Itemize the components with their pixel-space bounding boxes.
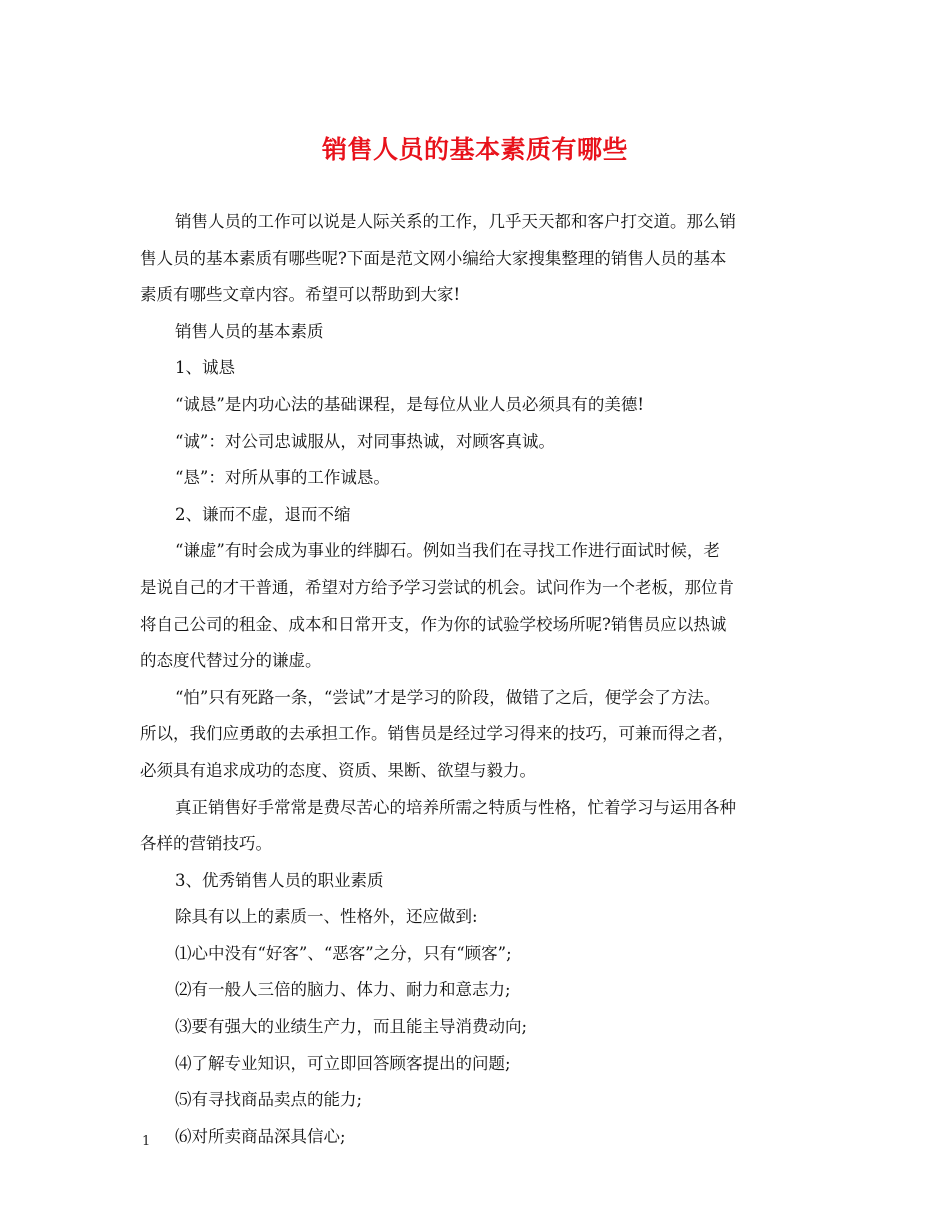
document-body (140, 204, 830, 1155)
list-item: ⑸有寻找商品卖点的能力; (175, 1090, 363, 1110)
list-item: ⑹对所卖商品深具信心; (175, 1126, 346, 1146)
paragraph-line: 素质有哪些文章内容。希望可以帮助到大家! (140, 285, 461, 305)
paragraph-line: 将自己公司的租金、成本和日常开支，作为你的试验学校场所呢?销售员应以热诚 (140, 614, 727, 634)
subsection-heading: 1、诚恳 (175, 358, 235, 378)
paragraph-line: 真正销售好手常常是费尽苦心的培养所需之特质与性格，忙着学习与运用各种 (175, 797, 736, 817)
paragraph-line: 除具有以上的素质一、性格外，还应做到: (175, 907, 478, 927)
list-item: ⑴心中没有“好客”、“恶客”之分，只有“顾客”; (175, 943, 512, 963)
paragraph-line: 所以，我们应勇敢的去承担工作。销售员是经过学习得来的技巧，可兼而得之者， (140, 724, 734, 744)
paragraph-line: “谦虚”有时会成为事业的绊脚石。例如当我们在寻找工作进行面试时候，老 (175, 541, 720, 561)
paragraph-line: 售人员的基本素质有哪些呢?下面是范文网小编给大家搜集整理的销售人员的基本 (140, 248, 727, 268)
list-item: ⑶要有强大的业绩生产力，而且能主导消费动向; (175, 1017, 528, 1037)
page-number: 1 (142, 1134, 151, 1149)
paragraph-line: 各样的营销技巧。 (140, 834, 272, 854)
paragraph-line: “诚”：对公司忠诚服从，对同事热诚，对顾客真诚。 (175, 431, 555, 451)
subsection-heading: 3、优秀销售人员的职业素质 (175, 870, 384, 890)
list-item: ⑵有一般人三倍的脑力、体力、耐力和意志力; (175, 980, 511, 1000)
paragraph-line: 必须具有追求成功的态度、资质、果断、欲望与毅力。 (140, 760, 536, 780)
subsection-heading: 2、谦而不虚，退而不缩 (175, 504, 351, 524)
paragraph-line: “诚恳”是内功心法的基础课程，是每位从业人员必须具有的美德! (175, 394, 645, 414)
list-item: ⑷了解专业知识，可立即回答顾客提出的问题; (175, 1053, 511, 1073)
paragraph-line: “恳”：对所从事的工作诚恳。 (175, 468, 390, 488)
paragraph-line: 是说自己的才干普通，希望对方给予学习尝试的机会。试问作为一个老板，那位肯 (140, 577, 734, 597)
document-title: 销售人员的基本素质有哪些 (321, 135, 628, 164)
paragraph-line: 销售人员的工作可以说是人际关系的工作，几乎天天都和客户打交道。那么销 (175, 212, 736, 231)
paragraph-line: “怕”只有死路一条，“尝试”才是学习的阶段，做错了之后，便学会了方法。 (175, 687, 721, 707)
section-heading: 销售人员的基本素质 (175, 321, 324, 341)
paragraph-line: 的态度代替过分的谦虚。 (140, 651, 322, 671)
